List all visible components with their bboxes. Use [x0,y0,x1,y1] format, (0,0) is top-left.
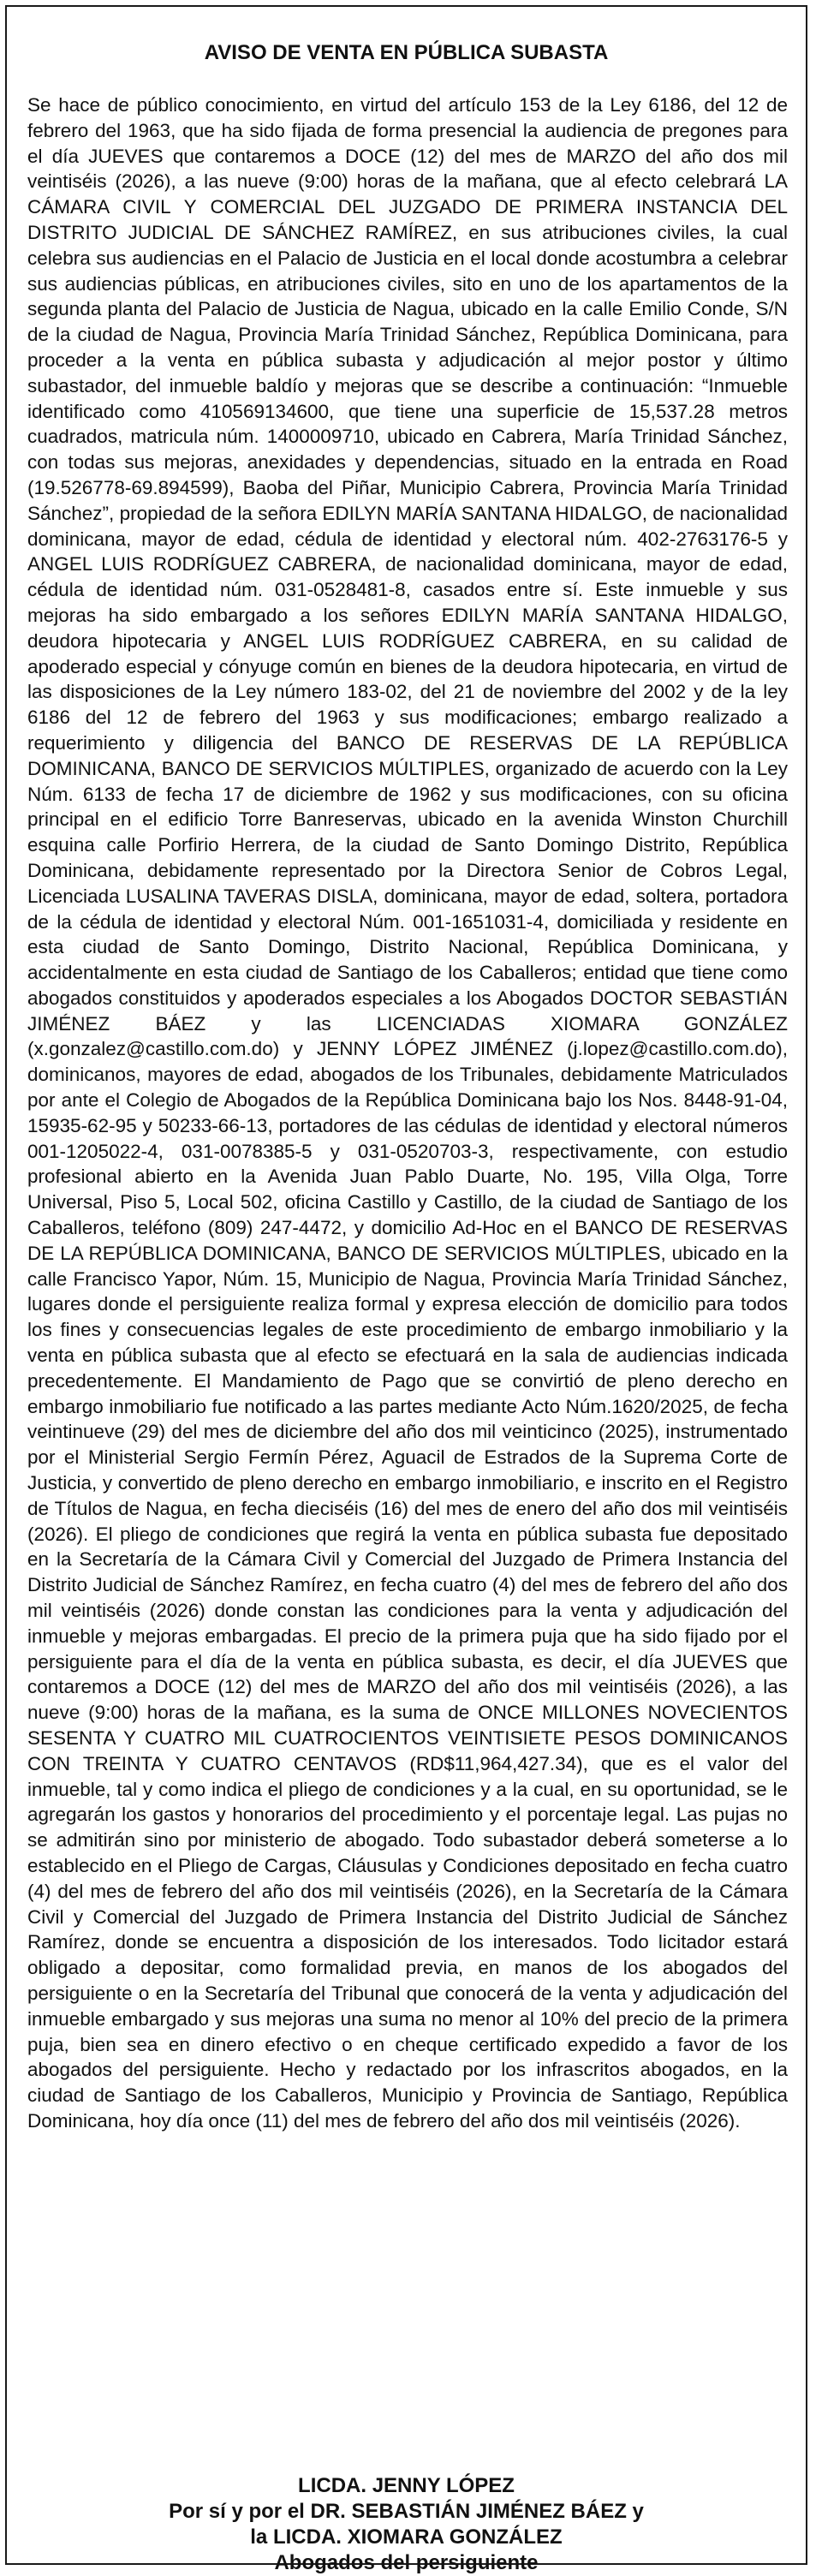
signature-role: Abogados del persiguiente [274,2551,539,2574]
auction-notice [5,5,807,2574]
signature-block [7,2473,806,2576]
signature-name: LICDA. JENNY LÓPEZ [298,2474,515,2497]
signature-on-behalf: Por sí y por el DR. SEBASTIÁN JIMÉNEZ BÁEZ y [169,2500,644,2523]
signature-co-signer: la LICDA. XIOMARA GONZÁLEZ [250,2525,563,2549]
notice-title: AVISO DE VENTA EN PÚBLICA SUBASTA [204,41,609,64]
notice-body: Se hace de público conocimiento, en virtud del artículo 153 de la Ley 6186, del 12 de febrero del 1963, que ha sido fijada de forma presencial la audiencia de pregones para el día JUEVES que contaremos a DOCE (12) del mes de MARZO del año dos mil veintiséis (2026), a las nueve (9:00) horas de la mañana, que al efecto celebrará LA CÁMARA CIVIL Y COMERCIAL DEL JUZGADO DE PRIMERA INSTANCIA DEL DISTRITO JUDICIAL DE SÁNCHEZ RAMÍREZ, en sus atribuciones civiles, la cual celebra sus audiencias en el Palacio de Justicia en el local donde acostumbra a celebrar sus audiencias públicas, en atribuciones civiles, sito en uno de los apartamentos de la segunda planta del Palacio de Justicia de Nagua, ubicado en la calle Emilio Conde, S/N de la ciudad de Nagua, Provincia María Trinidad Sánchez, República Dominicana, para proceder a la venta en pública subasta y adjudicación al mejor postor y último subastador, del inmueble baldío y mejoras que se describe a continuación: “Inmueble identificado como 410569134600, que tiene una superficie de 15,537.28 metros cuadrados, matricula núm. 1400009710, ubicado en Cabrera, María Trinidad Sánchez, con todas sus mejoras, anexidades y dependencias, situado en la entrada en Road (19.526778-69.894599), Baoba del Piñar, Municipio Cabrera, Provincia María Trinidad Sánchez”, propiedad de la señora EDILYN MARÍA SANTANA HIDALGO, de nacionalidad dominicana, mayor de edad, cédula de identidad y electoral núm. 402-2763176-5 y ANGEL LUIS RODRÍGUEZ CABRERA, de nacionalidad dominicana, mayor de edad, cédula de identidad núm. 031-0528481-8, casados entre sí. Este inmueble y sus mejoras ha sido embargado a los señores EDILYN MARÍA SANTANA HIDALGO, deudora hipotecaria y ANGEL LUIS RODRÍGUEZ CABRERA, en su calidad de apoderado especial y cónyuge común en bienes de la deudora hipotecaria, en virtud de las disposiciones de la Ley número 183-02, del 21 de noviembre del 2002 y de la ley 6186 del 12 de febrero del 1963 y sus modificaciones; embargo realizado a requerimiento y diligencia del BANCO DE RESERVAS DE LA REPÚBLICA DOMINICANA, BANCO DE SERVICIOS MÚLTIPLES, organizado de acuerdo con la Ley Núm. 6133 de fecha 17 de diciembre de 1962 y sus modificaciones, con su oficina principal en el edificio Torre Banreservas, ubicado en la avenida Winston Churchill esquina calle Porfirio Herrera, de la ciudad de Santo Domingo Distrito, República Dominicana, debidamente representado por la Directora Senior de Cobros Legal, Licenciada LUSALINA TAVERAS DISLA, dominicana, mayor de edad, soltera, portadora de la cédula de identidad y electoral Núm. 001-1651031-4, domiciliada y residente en esta ciudad de Santo Domingo, Distrito Nacional, República Dominicana, y accidentalmente en esta ciudad de Santiago de los Caballeros; entidad que tiene como abogados constituidos y apoderados especiales a los Abogados DOCTOR SEBASTIÁN JIMÉNEZ BÁEZ y las LICENCIADAS XIOMARA GONZÁLEZ (x.gonzalez@castillo.com.do) y JENNY LÓPEZ JIMÉNEZ (j.lopez@castillo.com.do), dominicanos, mayores de edad, abogados de los Tribunales, debidamente Matriculados por ante el Colegio de Abogados de la República Dominicana bajo los Nos. 8448-91-04, 15935-62-95 y 50233-66-13, portadores de las cédulas de identidad y electoral números 001-1205022-4, 031-0078385-5 y 031-0520703-3, respectivamente, con estudio profesional abierto en la Avenida Juan Pablo Duarte, No. 195, Villa Olga, Torre Universal, Piso 5, Local 502, oficina Castillo y Castillo, de la ciudad de Santiago de los Caballeros, teléfono (809) 247-4472, y domicilio Ad-Hoc en el BANCO DE RESERVAS DE LA REPÚBLICA DOMINICANA, BANCO DE SERVICIOS MÚLTIPLES, ubicado en la calle Francisco Yapor, Núm. 15, Municipio de Nagua, Provincia María Trinidad Sánchez, lugares donde el persiguiente realiza formal y expresa elección de domicilio para todos los fines y consecuencias legales de este procedimiento de embargo inmobiliario y la venta en pública subasta que al efecto se efectuará en la sala de audiencias indicada precedentemente. El Mandamiento de Pago que se convirtió de pleno derecho en embargo inmobiliario fue notificado a las partes mediante Acto Núm.1620/2025, de fecha veintinueve (29) del mes de diciembre del año dos mil veinticinco (2025), instrumentado por el Ministerial Sergio Fermín Pérez, Aguacil de Estrados de la Suprema Corte de Justicia, y convertido de pleno derecho en embargo inmobiliario, e inscrito en el Registro de Títulos de Nagua, en fecha dieciséis (16) del mes de enero del año dos mil veintiséis (2026). El pliego de condiciones que regirá la venta en pública subasta fue depositado en la Secretaría de la Cámara Civil y Comercial del Juzgado de Primera Instancia del Distrito Judicial de Sánchez Ramírez, en fecha cuatro (4) del mes de febrero del año dos mil veintiséis (2026) donde constan las condiciones para la venta y adjudicación del inmueble y mejoras embargadas. El precio de la primera puja que ha sido fijado por el persiguiente para el día de la venta en pública subasta, es decir, el día JUEVES que contaremos a DOCE (12) del mes de MARZO del año dos mil veintiséis (2026), a las nueve (9:00) horas de la mañana, es la suma de ONCE MILLONES NOVECIENTOS SESENTA Y CUATRO MIL CUATROCIENTOS VEINTISIETE PESOS DOMINICANOS CON TREINTA Y CUATRO CENTAVOS (RD$11,964,427.34), que es el valor del inmueble, tal y como indica el pliego de condiciones y a la cual, en su oportunidad, se le agregarán los gastos y honorarios del procedimiento y el porcentaje legal. Las pujas no se admitirán sino por ministerio de abogado. Todo subastador deberá someterse a lo establecido en el Pliego de Cargas, Cláusulas y Condiciones depositado en fecha cuatro (4) del mes de febrero del año dos mil veintiséis (2026), en la Secretaría de la Cámara Civil y Comercial del Juzgado de Primera Instancia del Distrito Judicial de Sánchez Ramírez, donde se encuentra a disposición de los interesados. Todo licitador estará obligado a depositar, como formalidad previa, en manos de los abogados del persiguiente o en la Secretaría del Tribunal que conocerá de la venta y adjudicación del inmueble embargado y sus mejoras una suma no menor al 10% del precio de la primera puja, bien sea en dinero efectivo o en cheque certificado expedido a favor de los abogados del persiguiente. Hecho y redactado por los infrascritos abogados, en la ciudad de Santiago de los Caballeros, Municipio y Provincia de Santiago, República Dominicana, hoy día once (11) del mes de febrero del año dos mil veintiséis (2026). [27,94,788,2132]
